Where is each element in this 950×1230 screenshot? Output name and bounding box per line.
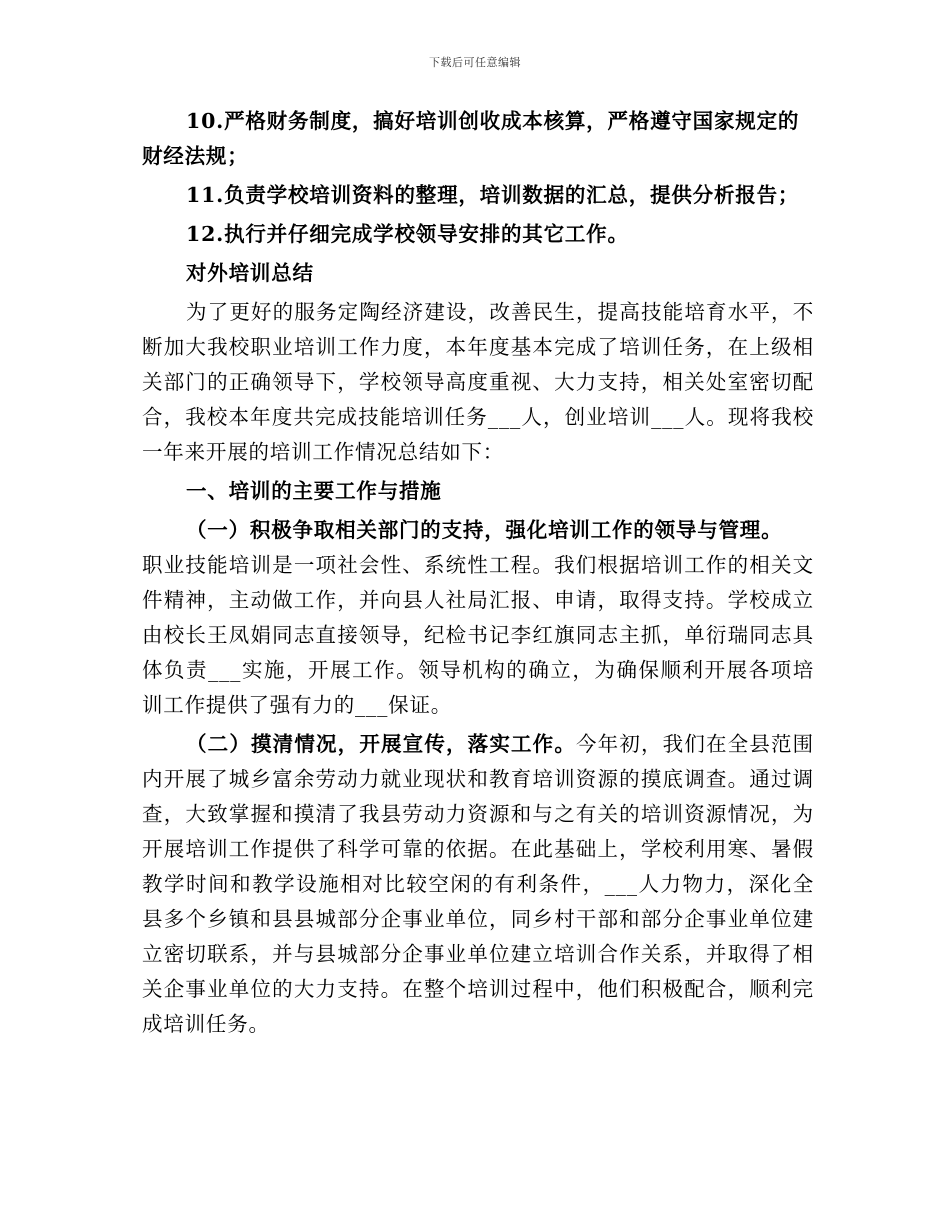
subsection-1-body: 职业技能培训是一项社会性、系统性工程。我们根据培训工作的相关文件精神，主动做工作，并向县人社局汇报、申请，取得支持。学校成立由校长王凤娟同志直接领导，纪检书记李红旗同志主抓，单衍瑞同志具体负责___实施，开展工作。领导机构的确立，为确保顺利开展各项培训工作提供了强有力的___保证。 (142, 553, 814, 717)
document-title: 对外培训总结 (186, 261, 314, 285)
subsection-1 (142, 513, 814, 723)
duty-item-11: 11.负责学校培训资料的整理，培训数据的汇总，提供分析报告； (186, 183, 800, 207)
document-body (142, 104, 814, 1042)
subsection-2-title: （二）摸清情况，开展宣传，落实工作。 (186, 732, 577, 756)
page-header: 下载后可任意编辑 (429, 56, 521, 69)
duty-item-12: 12.执行并仔细完成学校领导安排的其它工作。 (186, 222, 629, 246)
intro-paragraph: 为了更好的服务定陶经济建设，改善民生，提高技能培育水平，不断加大我校职业培训工作力度，本年度基本完成了培训任务，在上级相关部门的正确领导下，学校领导高度重视、大力支持，相关处室密切配合，我校本年度共完成技能培训任务___人，创业培训___人。现将我校一年来开展的培训工作情况总结如下： (142, 300, 814, 464)
subsection-2-body: 今年初，我们在全县范围内开展了城乡富余劳动力就业现状和教育培训资源的摸底调查。通过调查，大致掌握和摸清了我县劳动力资源和与之有关的培训资源情况，为开展培训工作提供了科学可靠的依据。在此基础上，学校利用寒、暑假教学时间和教学设施相对比较空闲的有利条件，___人力物力，深化全县多个乡镇和县县城部分企事业单位，同乡村干部和部分企事业单位建立密切联系，并与县城部分企事业单位建立培训合作关系，并取得了相关企事业单位的大力支持。在整个培训过程中，他们积极配合，顺利完成培训任务。 (142, 732, 814, 1036)
duty-item-10: 10.严格财务制度，搞好培训创收成本核算，严格遵守国家规定的财经法规； (142, 109, 800, 168)
subsection-1-title: （一）积极争取相关部门的支持，强化培训工作的领导与管理。 (186, 518, 783, 542)
subsection-2 (142, 727, 814, 1042)
section-heading-1: 一、培训的主要工作与措施 (186, 479, 442, 503)
